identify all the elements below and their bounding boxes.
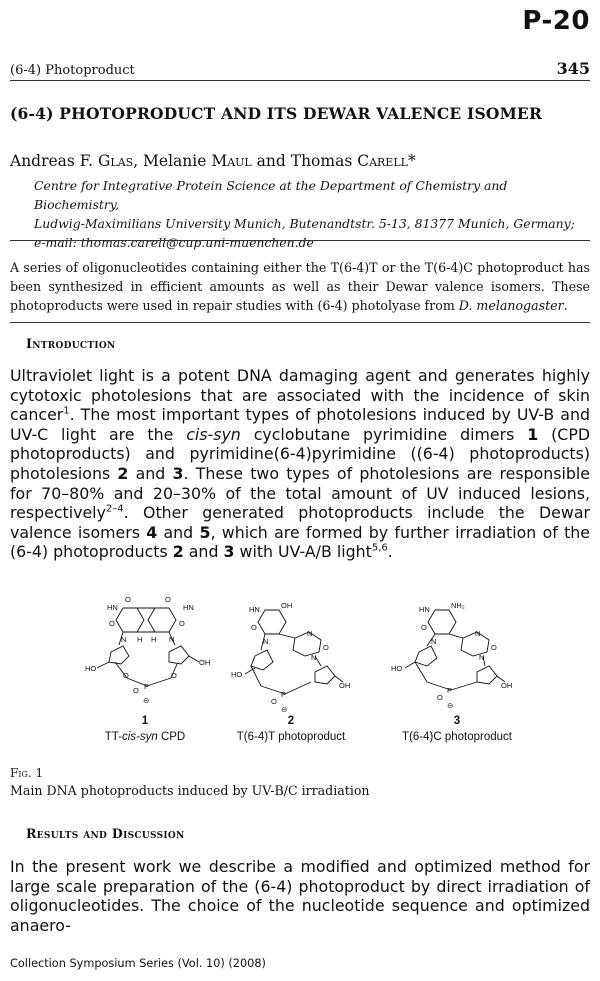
- svg-text:N: N: [307, 629, 313, 638]
- compound-ref: 3: [223, 542, 235, 562]
- svg-text:HN: HN: [183, 603, 194, 612]
- svg-text:O: O: [491, 643, 497, 652]
- structure-2: [245, 610, 343, 694]
- svg-text:⊖: ⊖: [143, 696, 150, 705]
- citation: 5,6: [371, 543, 388, 555]
- svg-text:P: P: [281, 690, 287, 699]
- footer-citation: Collection Symposium Series (Vol. 10) (2008): [10, 957, 266, 970]
- structure-3-atoms: [391, 601, 512, 710]
- compound-ref: 5: [199, 522, 211, 542]
- svg-text:O: O: [109, 619, 115, 628]
- svg-text:OH: OH: [501, 681, 513, 690]
- compound-ref: 1: [527, 424, 539, 444]
- citation: 2–4: [105, 503, 124, 515]
- structure-1-atoms: [85, 595, 210, 705]
- corresponding-mark: *: [407, 152, 416, 170]
- abstract-bottom-rule: [10, 322, 590, 323]
- svg-text:N: N: [121, 635, 127, 644]
- svg-text:2: 2: [287, 715, 295, 727]
- results-paragraph: In the present work we describe a modified and optimized method for large scale preparation of the (6-4) photoproduct by direct irradiation of oligonucleotides. The choice of the nucleotide sequence and optimized anaero-: [10, 857, 590, 935]
- svg-text:OH: OH: [199, 658, 211, 667]
- author-list: [10, 152, 416, 170]
- svg-text:HO: HO: [231, 670, 243, 679]
- svg-text:N: N: [169, 635, 175, 644]
- figure-caption: Main DNA photoproducts induced by UV-B/C irradiation: [10, 783, 370, 798]
- abstract-top-rule: [10, 240, 590, 241]
- compound-3-label: [402, 715, 513, 743]
- introduction-paragraph: Ultraviolet light is a potent DNA damaging agent and generates highly cytotoxic photolesions that are associated with the incidence of skin cancer$^1$. The most important types of photolesions induced by UV-B and UV-C light are the cis-syn cyclobutane pyrimidine dimers 1 (CPD photoproducts) and pyrimidine(6-4)pyrimidine ((6-4) photoproducts) photolesions 2 and 3. These two types of photolesions are responsible for 70–80% and 20–30% of the total amount of UV induced lesions, respectively$^{2-4}$. Other generated photoproducts include the Dewar valence isomers 4 and 5, which are formed by further irradiation of the (6-4) photoproducts 2 and 3 with UV-A/B light$^{5,6}$.: [10, 366, 591, 562]
- running-head: (6-4) Photoproduct: [10, 63, 135, 78]
- figure-1-structures: [85, 590, 545, 760]
- section-heading-introduction: Introduction: [26, 336, 116, 351]
- compound-1-label: [105, 715, 186, 743]
- compound-ref: 2: [172, 542, 184, 562]
- author-1-last: las: [110, 152, 134, 170]
- svg-text:⊖: ⊖: [447, 701, 454, 710]
- svg-text:O: O: [271, 697, 277, 706]
- svg-text:N: N: [479, 653, 485, 662]
- svg-text:OH: OH: [339, 681, 351, 690]
- svg-text:TT-cis-syn CPD: TT-cis-syn CPD: [104, 731, 186, 743]
- svg-text:N: N: [311, 653, 317, 662]
- compound-ref: 2: [117, 463, 129, 483]
- author-sep-2: and Thomas C: [251, 152, 370, 170]
- svg-text:P: P: [447, 686, 453, 695]
- svg-text:HO: HO: [85, 664, 97, 673]
- svg-text:T(6-4)C photoproduct: T(6-4)C photoproduct: [402, 731, 512, 743]
- article-title: (6-4) PHOTOPRODUCT AND ITS DEWAR VALENCE ISOMER: [10, 104, 543, 123]
- svg-text:⊖: ⊖: [281, 705, 288, 714]
- svg-text:O: O: [421, 623, 427, 632]
- author-sep-1: , Melanie M: [133, 152, 228, 170]
- svg-text:O: O: [251, 623, 257, 632]
- svg-text:HN: HN: [249, 605, 260, 614]
- figure-label: Fig. 1: [10, 766, 44, 780]
- svg-text:O: O: [437, 693, 443, 702]
- author-2-last: aul: [227, 152, 252, 170]
- svg-text:H: H: [151, 635, 157, 644]
- structure-2-atoms: [231, 601, 350, 714]
- affiliation-email: e-mail: thomas.carell@cup.uni-muenchen.de: [34, 235, 314, 250]
- svg-text:N: N: [431, 637, 437, 646]
- abstract: A series of oligonucleotides containing either the T(6-4)T or the T(6-4)C photoproduct has been synthesized in efficient amounts as well as their Dewar valence isomers. These photoproducts were used in repair studies with (6-4) photolyase from D. melanogaster.: [10, 260, 590, 313]
- svg-text:OH: OH: [281, 601, 293, 610]
- structure-3: [405, 610, 505, 690]
- svg-text:1: 1: [141, 715, 149, 727]
- svg-text:H: H: [137, 635, 143, 644]
- species-name: D. melanogaster: [458, 297, 564, 313]
- svg-text:O: O: [125, 595, 131, 604]
- svg-text:O: O: [133, 686, 139, 695]
- svg-text:O: O: [171, 671, 177, 680]
- author-1-first: Andreas F. G: [10, 152, 111, 170]
- svg-text:T(6-4)T photoproduct: T(6-4)T photoproduct: [236, 731, 346, 743]
- svg-text:NH₂: NH₂: [451, 601, 465, 610]
- header-rule: [10, 80, 590, 81]
- svg-text:P: P: [144, 682, 150, 691]
- svg-text:N: N: [475, 629, 481, 638]
- compound-2-label: [237, 715, 346, 743]
- paper-id: P-20: [522, 6, 590, 36]
- section-heading-results: Results and Discussion: [26, 826, 185, 841]
- citation: 1: [63, 405, 70, 417]
- svg-text:O: O: [123, 671, 129, 680]
- svg-text:HO: HO: [391, 664, 403, 673]
- page-number: 345: [556, 59, 590, 78]
- author-3-last: arell: [369, 152, 408, 170]
- svg-text:O: O: [179, 619, 185, 628]
- compound-ref: 4: [146, 522, 158, 542]
- svg-text:3: 3: [453, 715, 461, 727]
- svg-text:HN: HN: [107, 603, 118, 612]
- svg-text:N: N: [263, 637, 269, 646]
- svg-text:O: O: [323, 643, 329, 652]
- compound-ref: 3: [172, 463, 184, 483]
- svg-text:O: O: [165, 595, 171, 604]
- affiliation-line: Ludwig-Maximilians University Munich, Butenandtstr. 5-13, 81377 Munich, Germany;: [34, 216, 575, 231]
- affiliation-line: Centre for Integrative Protein Science at the Department of Chemistry and Biochemistry,: [34, 178, 508, 212]
- svg-text:HN: HN: [419, 605, 430, 614]
